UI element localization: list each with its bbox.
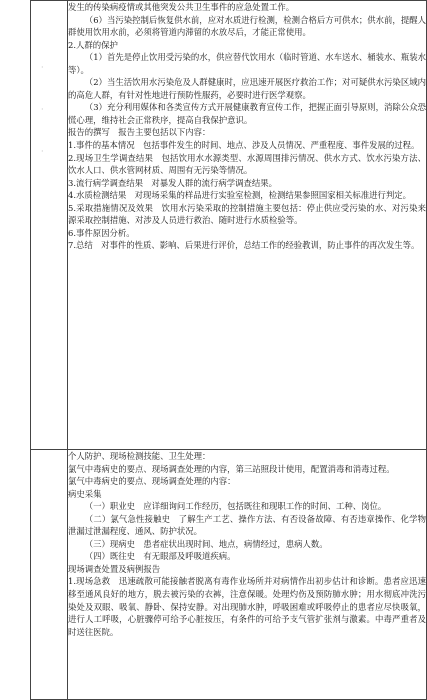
paragraph: （三）现病史 患者症状出现时间、地点，病情经过，患病人数。 — [84, 538, 328, 549]
margin-marks: · · · — [41, 63, 44, 156]
paragraph: 6.事件原因分析。 — [68, 227, 135, 238]
paragraph: 现场调查处置及病例报告 — [68, 563, 161, 574]
section-water-pollution — [68, 1, 426, 252]
paragraph: 2.现场卫生学调查结果 包括饮用水水源类型、水源周围排污情况、供水方式、饮水污染方法、饮水人口、供水管网材质、周围有无污染等情况。 — [68, 152, 426, 176]
content-cell-chlorine-poisoning — [68, 450, 427, 700]
paragraph: （二）氯气急性接触史 了解生产工艺、操作方法、有否设备故障、有否违章操作、化学物泄漏过泄漏程度、通风、防护状况。 — [68, 513, 426, 537]
paragraph: 病史采集 — [68, 488, 102, 499]
paragraph: 发生的传染病疫情或其他突发公共卫生事件的应急处置工作。 — [68, 2, 295, 12]
paragraph: 3.流行病学调查结果 对暴发人群的流行病学调查结果。 — [68, 177, 277, 188]
paragraph: 7.总结 对事件的性质、影响、后果进行评价，总结工作的经验教训，防止事件的再次发生等。 — [68, 240, 420, 251]
paragraph: 4.水质检测结果 对现场采集的样品进行实验室检测，检测结果参照国家相关标准进行判定。 — [68, 190, 411, 201]
paragraph: （一）职业史 应详细询问工作经历，包括既往和现职工作的时间、工种、岗位。 — [84, 501, 387, 512]
left-column — [31, 1, 68, 450]
paragraph: （6）当污染控制后恢复供水前，应对水质进行检测，检测合格后方可供水；供水前，提醒人群使用饮用水前，必须将管道内滞留的水放尽后，才能正常使用。 — [68, 14, 426, 38]
paragraph: （3）充分利用媒体和各类宣传方式开展健康教育宣传工作，把握正面引导原则，消除公众恐慌心理，维持社会正常秩序，提高自我保护意识。 — [68, 102, 426, 125]
paragraph: （四）既往史 有无眼部及呼吸道疾病。 — [84, 551, 236, 562]
paragraph: 1.事件的基本情况 包括事件发生的时间、地点、涉及人员情况、严重程度、事件发展的过程。 — [68, 140, 420, 151]
paragraph: 报告的撰写 报告主要包括以下内容： — [68, 127, 211, 138]
table-row — [31, 450, 427, 700]
section-chlorine-poisoning — [68, 450, 426, 638]
document-table — [30, 0, 427, 700]
content-cell-water-pollution — [68, 1, 427, 450]
paragraph: 氯气中毒病史的要点、现场调查处理的内容： — [68, 476, 236, 487]
table-row — [31, 1, 427, 450]
paragraph: 个人防护、现场检测技能、卫生处理： — [68, 451, 211, 461]
paragraph: 氯气中毒病史的要点、现场调查处理的内容，第三站照段计使用，配置消毒和消毒过程。 — [68, 463, 395, 474]
paragraph: 1.现场急救 迅速疏散可能接触者脱离有毒作业场所并对病情作出初步估计和诊断。患者应迅速移至通风良好的地方，脱去被污染的衣裤，注意保暖。处理灼伤及预防肺水肿；用水彻底冲洗污染处及双眼、吸氧、静卧、保持安静。对出现肺水肿，呼吸困难或呼吸停止的患者应尽快吸氧，进行人工呼吸，心脏骤停可给予心脏按压，有条件的可给予支气管扩张剂与激素。中毒严重者及时送往医院。 — [68, 576, 426, 637]
paragraph: 5.采取措施情况及效果 饮用水污染采取的控制措施主要包括：停止供应受污染的水、对污染来源采取控制措施、对涉及人员进行救治、随时进行水质检验等。 — [68, 202, 426, 226]
paragraph: （2）当生活饮用水污染危及人群健康时，应迅速开展医疗救治工作；对可疑供水污染区域内的高危人群，有针对性地进行预防性服药，必要时进行医学观察。 — [68, 77, 426, 100]
paragraph: （1）首先是停止饮用受污染的水，供应替代饮用水（临时管道、水车送水、桶装水、瓶装水等）。 — [68, 52, 426, 75]
left-column — [31, 450, 68, 700]
paragraph: 2.人群的保护 — [68, 39, 118, 50]
